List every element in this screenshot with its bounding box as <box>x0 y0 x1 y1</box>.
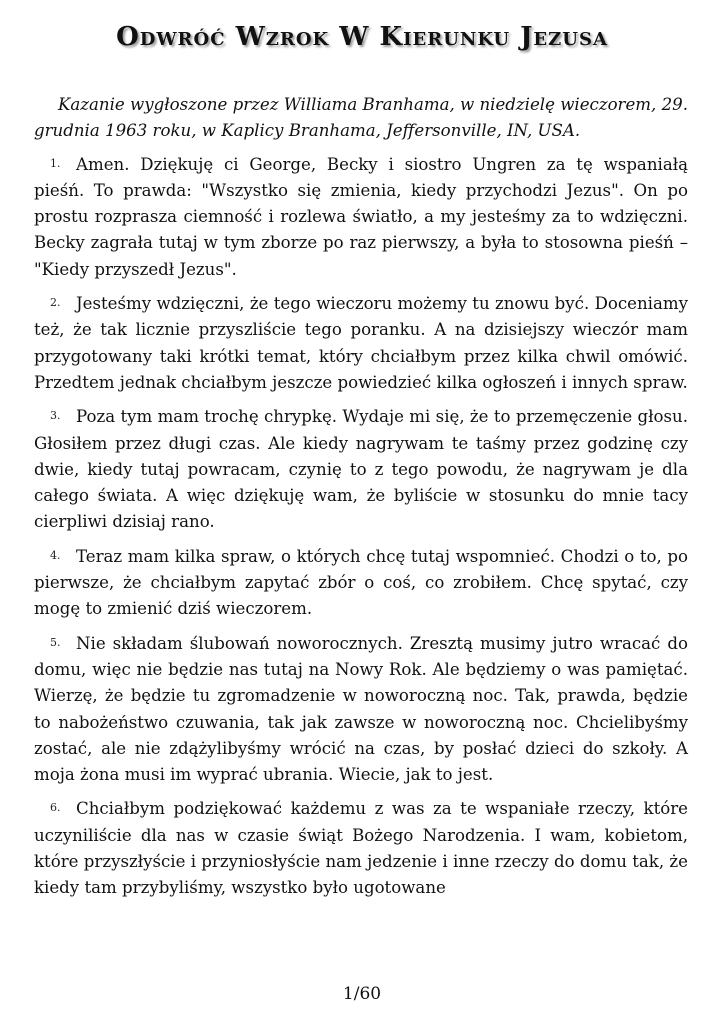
paragraph <box>34 403 688 535</box>
paragraph-text: Poza tym mam trochę chrypkę. Wydaje mi się, że to przemęczenie głosu. Głosiłem przez długi czas. Ale kiedy nagrywam te taśmy przez godzinę czy dwie, kiedy tutaj powracam, czynię to z tego powodu, że nagrywam je dla całego świata. A więc dziękuję wam, że byliście w stosunku do mnie tacy cierpliwi dzisiaj rano. <box>34 407 688 532</box>
sermon-body <box>34 92 688 909</box>
paragraph-text: Teraz mam kilka spraw, o których chcę tutaj wspomnieć. Chodzi o to, po pierwsze, że chciałbym zapytać zbór o coś, co zrobiłem. Chcę spytać, czy mogę to zmienić dziś wieczorem. <box>34 546 688 619</box>
paragraph <box>34 543 688 623</box>
paragraph-number: 4. <box>50 548 61 562</box>
paragraph-text: Nie składam ślubowań noworocznych. Zresztą musimy jutro wracać do domu, więc nie będzie nas tutaj na Nowy Rok. Ale będziemy o was pamiętać. Wierzę, że będzie tu zgromadzenie w noworoczną noc. Tak, prawda, będzie to nabożeństwo czuwania, tak jak zawsze w noworoczną noc. Chcielibyśmy zostać, ale nie zdążylibyśmy wrócić na czas, by posłać dzieci do szkoły. A moja żona musi im wyprać ubrania. Wiecie, jak to jest. <box>34 633 688 785</box>
sermon-title: Odwróć Wzrok W Kierunku Jezusa <box>116 22 608 52</box>
paragraph-number: 1. <box>50 156 61 170</box>
paragraph <box>34 795 688 901</box>
paragraph-number: 3. <box>50 409 61 423</box>
paragraph <box>34 290 688 396</box>
paragraph <box>34 151 688 283</box>
paragraph-text: Jesteśmy wdzięczni, że tego wieczoru możemy tu znowu być. Doceniamy też, że tak licznie przyszliście tego poranku. A na dzisiejszy wieczór mam przygotowany taki krótki temat, który chciałbym przez kilka chwil omówić. Przedtem jednak chciałbym jeszcze powiedzieć kilka ogłoszeń i innych spraw. <box>34 294 688 392</box>
sermon-intro: Kazanie wygłoszone przez Williama Branhama, w niedzielę wieczorem, 29. grudnia 1963 roku, w Kaplicy Branhama, Jeffersonville, IN, USA. <box>34 95 688 141</box>
paragraph <box>34 630 688 789</box>
paragraph-number: 5. <box>50 635 61 649</box>
paragraph-text: Chciałbym podziękować każdemu z was za te wspaniałe rzeczy, które uczyniliście dla nas w czasie świąt Bożego Narodzenia. I wam, kobietom, które przyszłyście i przyniosłyście nam jedzenie i inne rzeczy do domu tak, że kiedy tam przybyliśmy, wszystko było ugotowane <box>34 799 688 898</box>
paragraph-number: 2. <box>50 296 61 310</box>
paragraph-text: Amen. Dziękuję ci George, Becky i siostro Ungren za tę wspaniałą pieśń. To prawda: "Wszystko się zmienia, kiedy przychodzi Jezus". On po prostu rozprasza ciemność i rozlewa światło, a my jesteśmy za to wdzięczni. Becky zagrała tutaj w tym zborze po raz pierwszy, a była to stosowna pieśń – "Kiedy przyszedł Jezus". <box>34 154 688 279</box>
page-number: 1/60 <box>342 984 382 1004</box>
paragraph-number: 6. <box>50 801 61 815</box>
